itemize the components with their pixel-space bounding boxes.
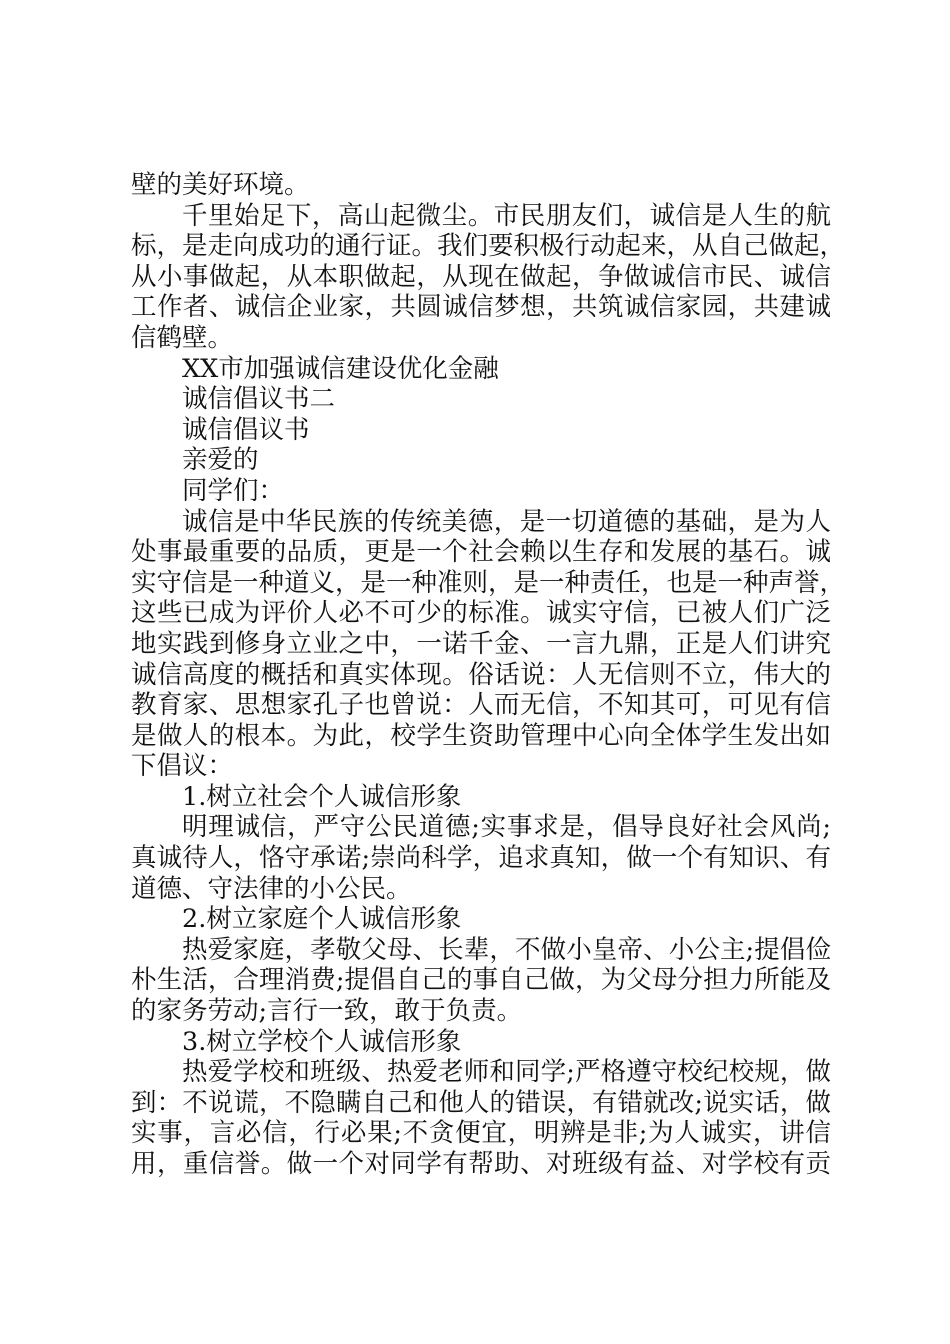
text-line: 诚信倡议书二 bbox=[182, 384, 336, 415]
text-line: 热爱家庭，孝敬父母、长辈，不做小皇帝、小公主;提倡俭 bbox=[182, 934, 831, 965]
text-line: 千里始足下，高山起微尘。市民朋友们，诚信是人生的航 bbox=[182, 200, 831, 231]
text-line: 2.树立家庭个人诚信形象 bbox=[182, 904, 462, 935]
text-line: 壁的美好环境。 bbox=[131, 170, 310, 200]
text-line: 诚信高度的概括和真实体现。俗话说：人无信则不立，伟大的 bbox=[131, 659, 831, 690]
text-line: 处事最重要的品质，更是一个社会赖以生存和发展的基石。诚 bbox=[131, 537, 831, 568]
text-line: 工作者、诚信企业家，共圆诚信梦想，共筑诚信家园，共建诚 bbox=[131, 292, 831, 323]
text-line: 用，重信誉。做一个对同学有帮助、对班级有益、对学校有贡 bbox=[131, 1149, 831, 1179]
text-line: 这些已成为评价人必不可少的标准。诚实守信，已被人们广泛 bbox=[131, 598, 831, 629]
text-line: 下倡议： bbox=[131, 751, 234, 782]
text-line: 道德、守法律的小公民。 bbox=[131, 873, 412, 904]
text-line: 1.树立社会个人诚信形象 bbox=[182, 781, 462, 812]
text-line: 真诚待人，恪守承诺;崇尚科学，追求真知，做一个有知识、有 bbox=[131, 843, 831, 874]
text-line: 同学们： bbox=[182, 475, 285, 506]
text-line: 明理诚信，严守公民道德;实事求是，倡导良好社会风尚; bbox=[182, 812, 831, 843]
text-line: 朴生活，合理消费;提倡自己的事自己做，为父母分担力所能及 bbox=[131, 965, 831, 996]
text-line: 信鹤壁。 bbox=[131, 322, 234, 353]
text-line: 热爱学校和班级、热爱老师和同学;严格遵守校纪校规，做 bbox=[182, 1057, 831, 1088]
text-line: 从小事做起，从本职做起，从现在做起，争做诚信市民、诚信 bbox=[131, 261, 831, 292]
text-line: 是做人的根本。为此，校学生资助管理中心向全体学生发出如 bbox=[131, 720, 831, 751]
text-line: 实事，言必信，行必果;不贪便宜，明辨是非;为人诚实，讲信 bbox=[131, 1118, 831, 1149]
text-line: XX市加强诚信建设优化金融 bbox=[182, 353, 499, 384]
text-line: 标，是走向成功的通行证。我们要积极行动起来，从自己做起， bbox=[131, 231, 846, 262]
text-line: 教育家、思想家孔子也曾说：人而无信，不知其可，可见有信 bbox=[131, 690, 831, 721]
text-line: 亲爱的 bbox=[182, 445, 259, 476]
text-line: 诚信倡议书 bbox=[182, 414, 310, 445]
text-line: 的家务劳动;言行一致，敢于负责。 bbox=[131, 996, 523, 1027]
text-line: 3.树立学校个人诚信形象 bbox=[182, 1026, 462, 1057]
text-line: 诚信是中华民族的传统美德，是一切道德的基础，是为人 bbox=[182, 506, 831, 537]
document-page bbox=[131, 170, 846, 1180]
text-line: 地实践到修身立业之中，一诺千金、一言九鼎，正是人们讲究 bbox=[131, 628, 831, 659]
text-line: 实守信是一种道义，是一种准则，是一种责任，也是一种声誉， bbox=[131, 567, 846, 598]
text-line: 到：不说谎，不隐瞒自己和他人的错误，有错就改;说实话，做 bbox=[131, 1087, 831, 1118]
